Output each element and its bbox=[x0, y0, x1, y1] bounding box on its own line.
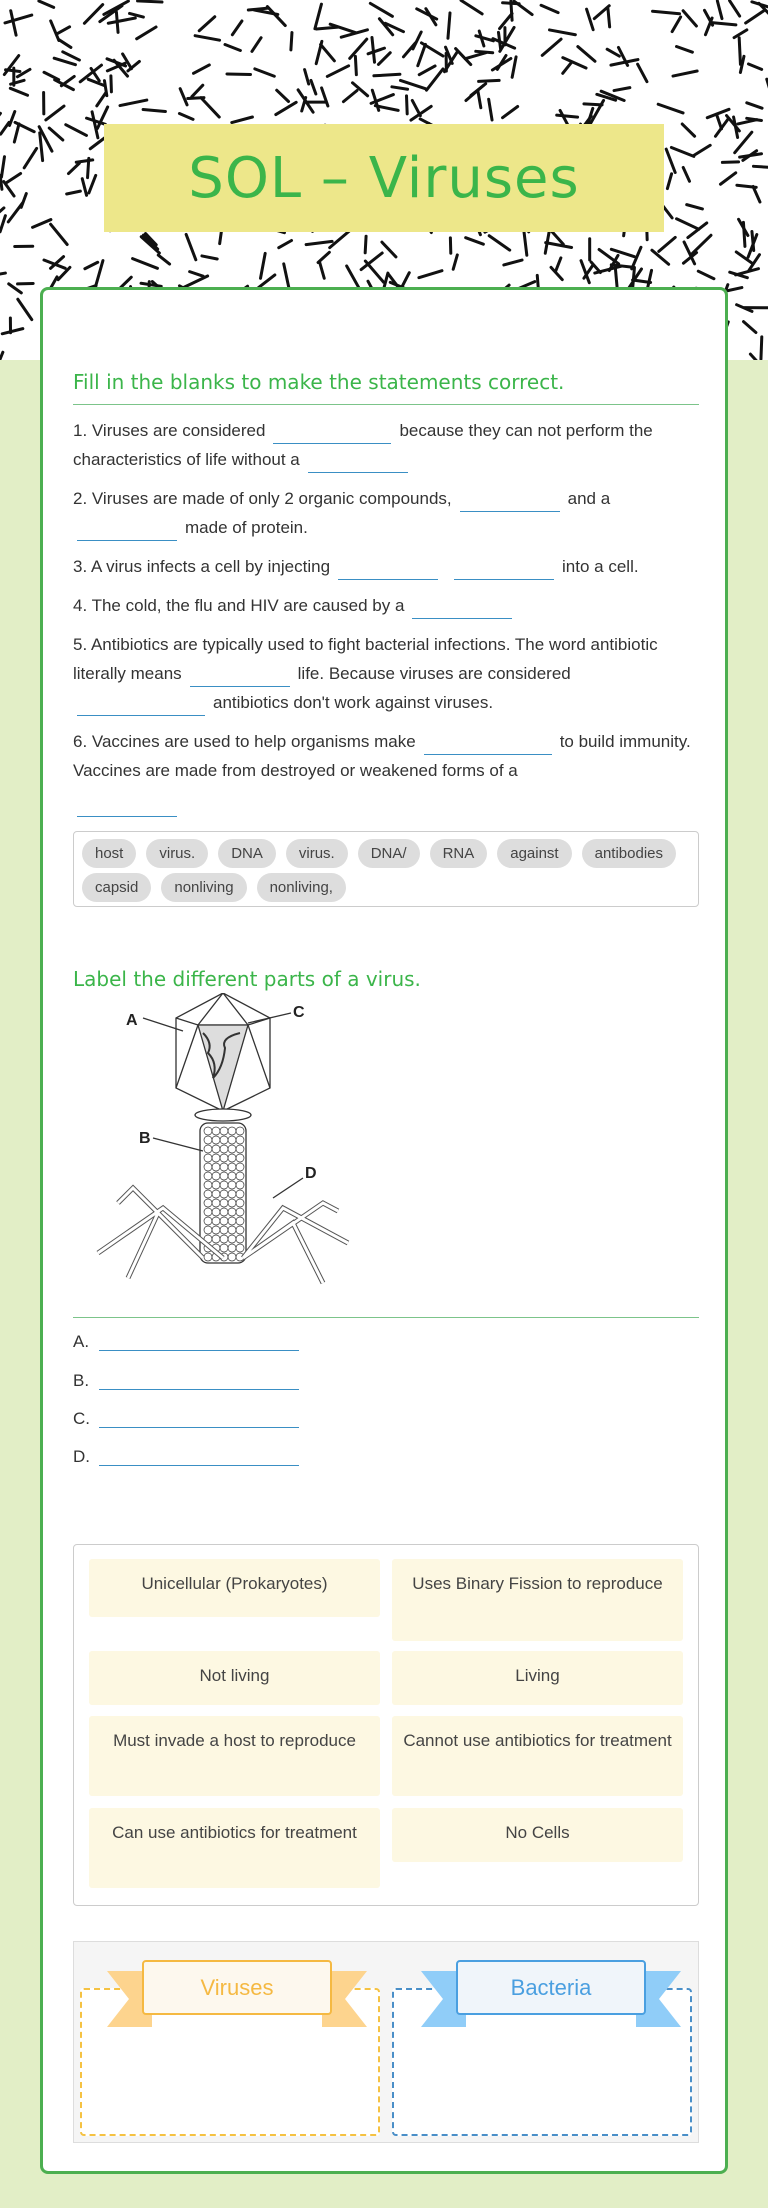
blank-input[interactable] bbox=[308, 451, 408, 473]
sort-item[interactable]: Unicellular (Prokaryotes) bbox=[89, 1559, 380, 1617]
blank-input[interactable] bbox=[424, 733, 552, 755]
sort-item[interactable]: Uses Binary Fission to reproduce bbox=[392, 1559, 683, 1641]
fill-in-questions bbox=[73, 416, 703, 828]
blank-input[interactable] bbox=[338, 558, 438, 580]
question-2: 2. Viruses are made of only 2 organic compounds, and a made of protein. bbox=[73, 484, 703, 542]
word-chip[interactable]: host bbox=[82, 839, 136, 868]
answer-input[interactable] bbox=[99, 1389, 299, 1390]
word-chip[interactable]: virus. bbox=[146, 839, 208, 868]
word-chip[interactable]: nonliving, bbox=[257, 873, 346, 902]
answer-b: B. bbox=[73, 1371, 89, 1391]
question-6: 6. Vaccines are used to help organisms make to build immunity. Vaccines are made from destroyed or weakened forms of a bbox=[73, 727, 703, 818]
word-chip[interactable]: against bbox=[497, 839, 571, 868]
answer-c: C. bbox=[73, 1409, 90, 1429]
blank-input[interactable] bbox=[77, 694, 205, 716]
sort-item[interactable]: Must invade a host to reproduce bbox=[89, 1716, 380, 1796]
word-bank bbox=[73, 831, 699, 907]
answer-d: D. bbox=[73, 1447, 90, 1467]
word-chip[interactable]: virus. bbox=[286, 839, 348, 868]
page-title: SOL – Viruses bbox=[188, 145, 580, 211]
virus-diagram bbox=[73, 993, 383, 1293]
sort-item[interactable]: No Cells bbox=[392, 1808, 683, 1862]
question-4: 4. The cold, the flu and HIV are caused by a bbox=[73, 591, 703, 620]
word-chip[interactable]: capsid bbox=[82, 873, 151, 902]
diagram-label: B bbox=[139, 1130, 151, 1147]
sort-items-box bbox=[73, 1544, 699, 1906]
worksheet-card bbox=[40, 287, 728, 2174]
divider bbox=[73, 404, 699, 405]
blank-input[interactable] bbox=[77, 795, 177, 817]
answer-input[interactable] bbox=[99, 1427, 299, 1428]
question-1: 1. Viruses are considered because they can not perform the characteristics of life without a bbox=[73, 416, 703, 474]
title-banner bbox=[104, 124, 664, 232]
word-chip[interactable]: nonliving bbox=[161, 873, 246, 902]
answer-input[interactable] bbox=[99, 1350, 299, 1351]
diagram-label: A bbox=[126, 1012, 138, 1029]
sort-item[interactable]: Not living bbox=[89, 1651, 380, 1705]
blank-input[interactable] bbox=[273, 422, 391, 444]
viruses-label: Viruses bbox=[142, 1960, 332, 2015]
word-chip[interactable]: DNA/ bbox=[358, 839, 420, 868]
answer-a: A. bbox=[73, 1332, 89, 1352]
section-heading: Fill in the blanks to make the statements correct. bbox=[73, 370, 565, 394]
blank-input[interactable] bbox=[454, 558, 554, 580]
category-sort-area bbox=[73, 1941, 699, 2143]
word-chip[interactable]: antibodies bbox=[582, 839, 676, 868]
bacteria-label: Bacteria bbox=[456, 1960, 646, 2015]
answer-input[interactable] bbox=[99, 1465, 299, 1466]
sort-item[interactable]: Cannot use antibiotics for treatment bbox=[392, 1716, 683, 1796]
word-chip[interactable]: RNA bbox=[430, 839, 488, 868]
diagram-label: C bbox=[293, 1004, 305, 1021]
sort-item[interactable]: Can use antibiotics for treatment bbox=[89, 1808, 380, 1888]
viruses-ribbon bbox=[142, 1960, 332, 2018]
question-5: 5. Antibiotics are typically used to fight bacterial infections. The word antibiotic literally means life. Because viruses are considered antibiotics don't work against viruses. bbox=[73, 630, 703, 717]
divider bbox=[73, 1317, 699, 1318]
question-3: 3. A virus infects a cell by injecting into a cell. bbox=[73, 552, 703, 581]
sort-item[interactable]: Living bbox=[392, 1651, 683, 1705]
blank-input[interactable] bbox=[412, 597, 512, 619]
blank-input[interactable] bbox=[77, 519, 177, 541]
bacteria-ribbon bbox=[456, 1960, 646, 2018]
section-heading: Label the different parts of a virus. bbox=[73, 967, 421, 991]
diagram-label: D bbox=[305, 1165, 317, 1182]
blank-input[interactable] bbox=[190, 665, 290, 687]
blank-input[interactable] bbox=[460, 490, 560, 512]
word-chip[interactable]: DNA bbox=[218, 839, 276, 868]
